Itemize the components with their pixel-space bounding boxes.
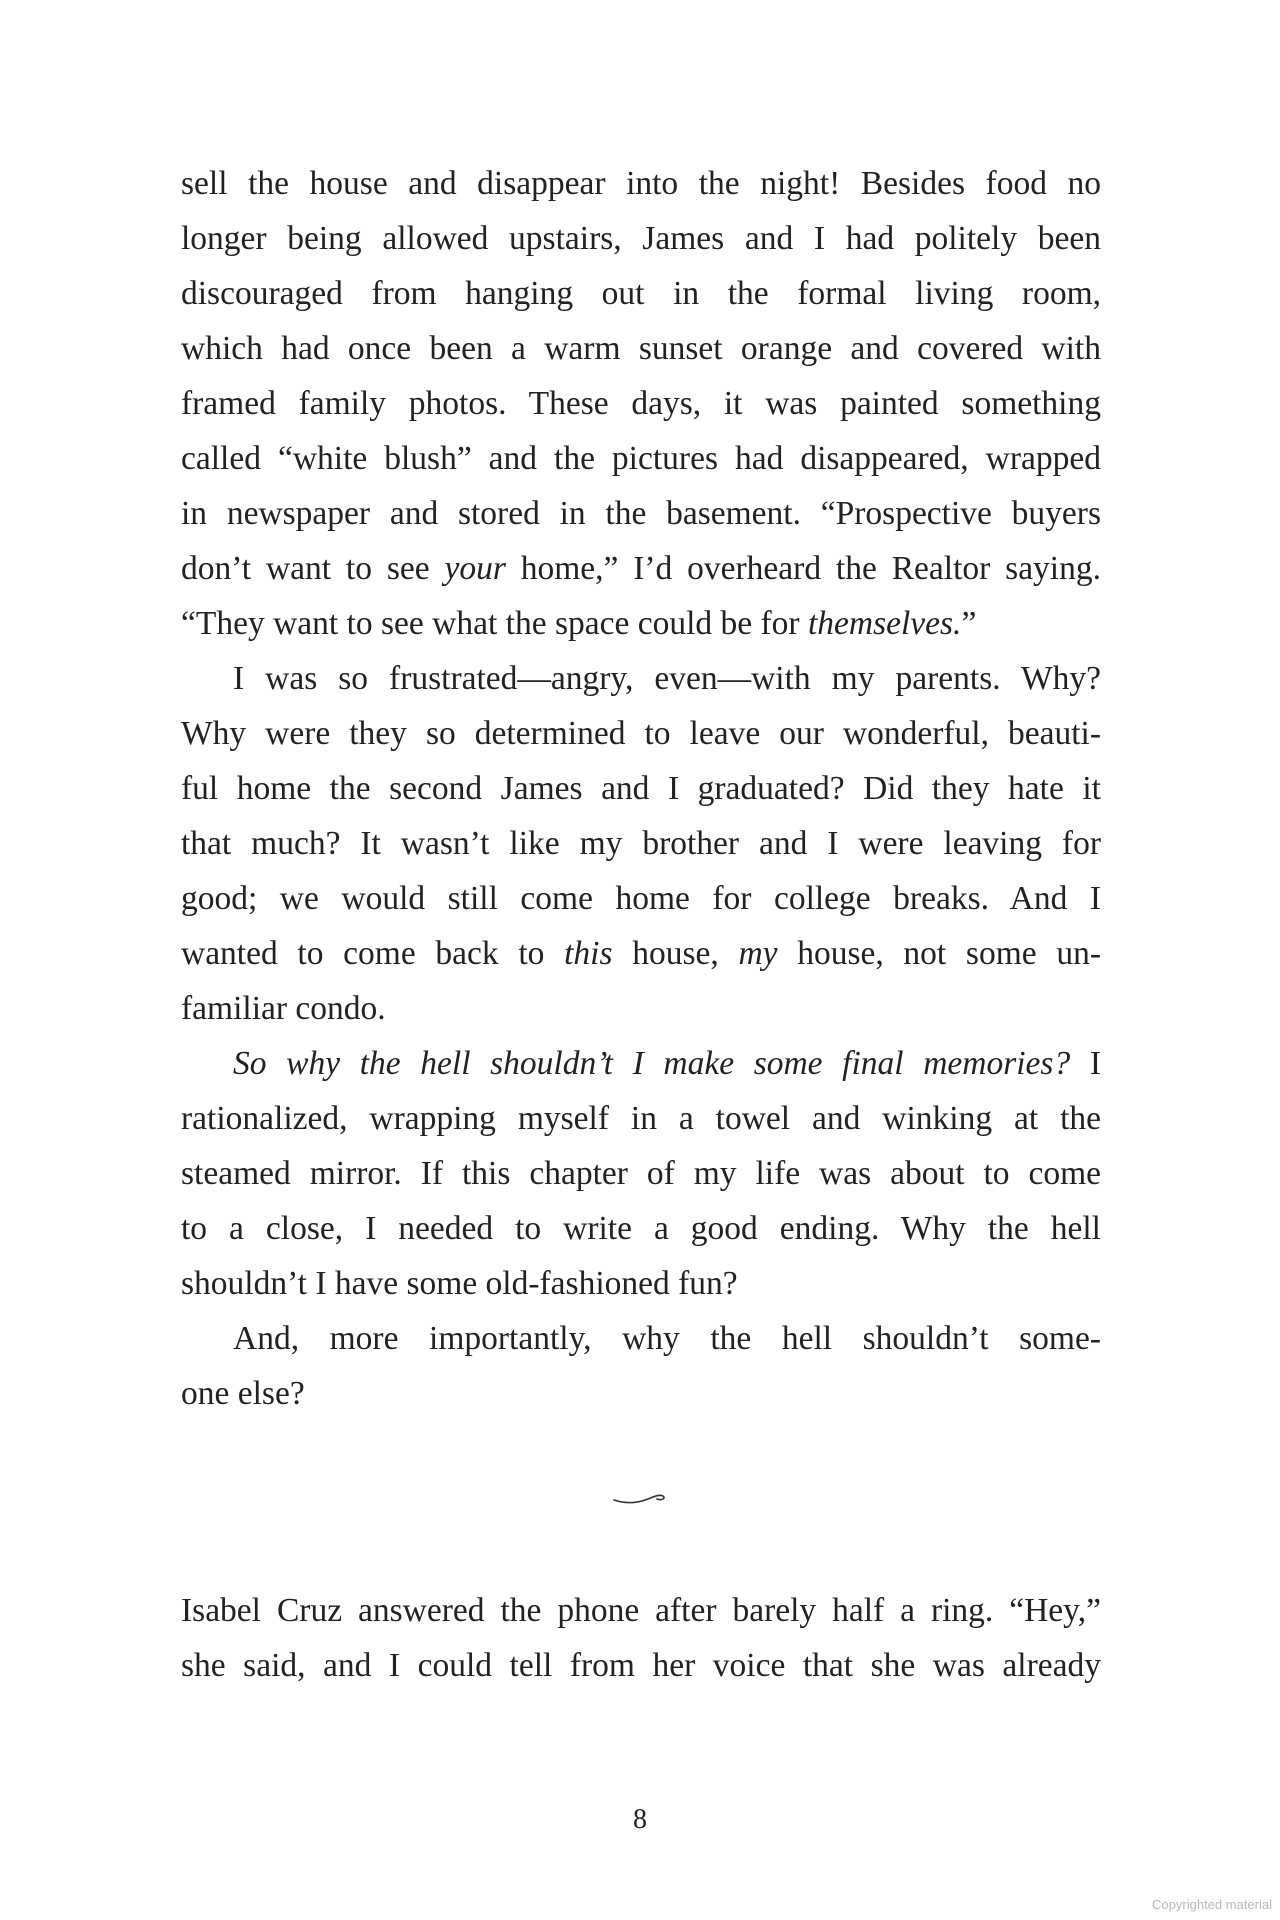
- text-line: one else?: [181, 1375, 305, 1412]
- text-line: Isabel Cruz answered the phone after barely half a ring. “Hey,”: [181, 1592, 1101, 1629]
- text-line: Why were they so determined to leave our wonderful, beauti-: [181, 715, 1101, 752]
- text-line: rationalized, wrapping myself in a towel and winking at the: [181, 1100, 1101, 1137]
- text-line: “They want to see what the space could be for themselves.”: [181, 605, 977, 642]
- text-line: called “white blush” and the pictures had disappeared, wrapped: [181, 440, 1101, 477]
- text-line: she said, and I could tell from her voice that she was already: [181, 1647, 1101, 1684]
- text-line: to a close, I needed to write a good ending. Why the hell: [181, 1210, 1101, 1247]
- body-text-top: [181, 156, 1101, 1421]
- text-line: wanted to come back to this house, my house, not some un-: [181, 935, 1101, 972]
- text-line: longer being allowed upstairs, James and I had politely been: [181, 220, 1101, 257]
- text-line: shouldn’t I have some old-fashioned fun?: [181, 1265, 738, 1302]
- paragraph-start-line: And, more importantly, why the hell shouldn’t some-: [233, 1320, 1101, 1357]
- text-line: discouraged from hanging out in the formal living room,: [181, 275, 1101, 312]
- text-line: steamed mirror. If this chapter of my life was about to come: [181, 1155, 1101, 1192]
- copyright-watermark: Copyrighted material: [1152, 1897, 1272, 1912]
- text-line: don’t want to see your home,” I’d overheard the Realtor saying.: [181, 550, 1101, 587]
- page-number: 8: [633, 1804, 647, 1835]
- paragraph-start-line: So why the hell shouldn’t I make some final memories? I: [233, 1045, 1102, 1082]
- paragraph-start-line: I was so frustrated—angry, even—with my parents. Why?: [233, 660, 1101, 697]
- body-text-bottom: [181, 1583, 1101, 1693]
- text-line: good; we would still come home for college breaks. And I: [181, 880, 1101, 917]
- text-line: sell the house and disappear into the night! Besides food no: [181, 165, 1101, 202]
- text-line: familiar condo.: [181, 990, 386, 1027]
- section-break-ornament-icon: [612, 1487, 668, 1507]
- text-line: which had once been a warm sunset orange and covered with: [181, 330, 1101, 367]
- text-line: that much? It wasn’t like my brother and I were leaving for: [181, 825, 1101, 862]
- text-line: framed family photos. These days, it was painted something: [181, 385, 1101, 422]
- text-line: in newspaper and stored in the basement. “Prospective buyers: [181, 495, 1101, 532]
- text-line: ful home the second James and I graduated? Did they hate it: [181, 770, 1101, 807]
